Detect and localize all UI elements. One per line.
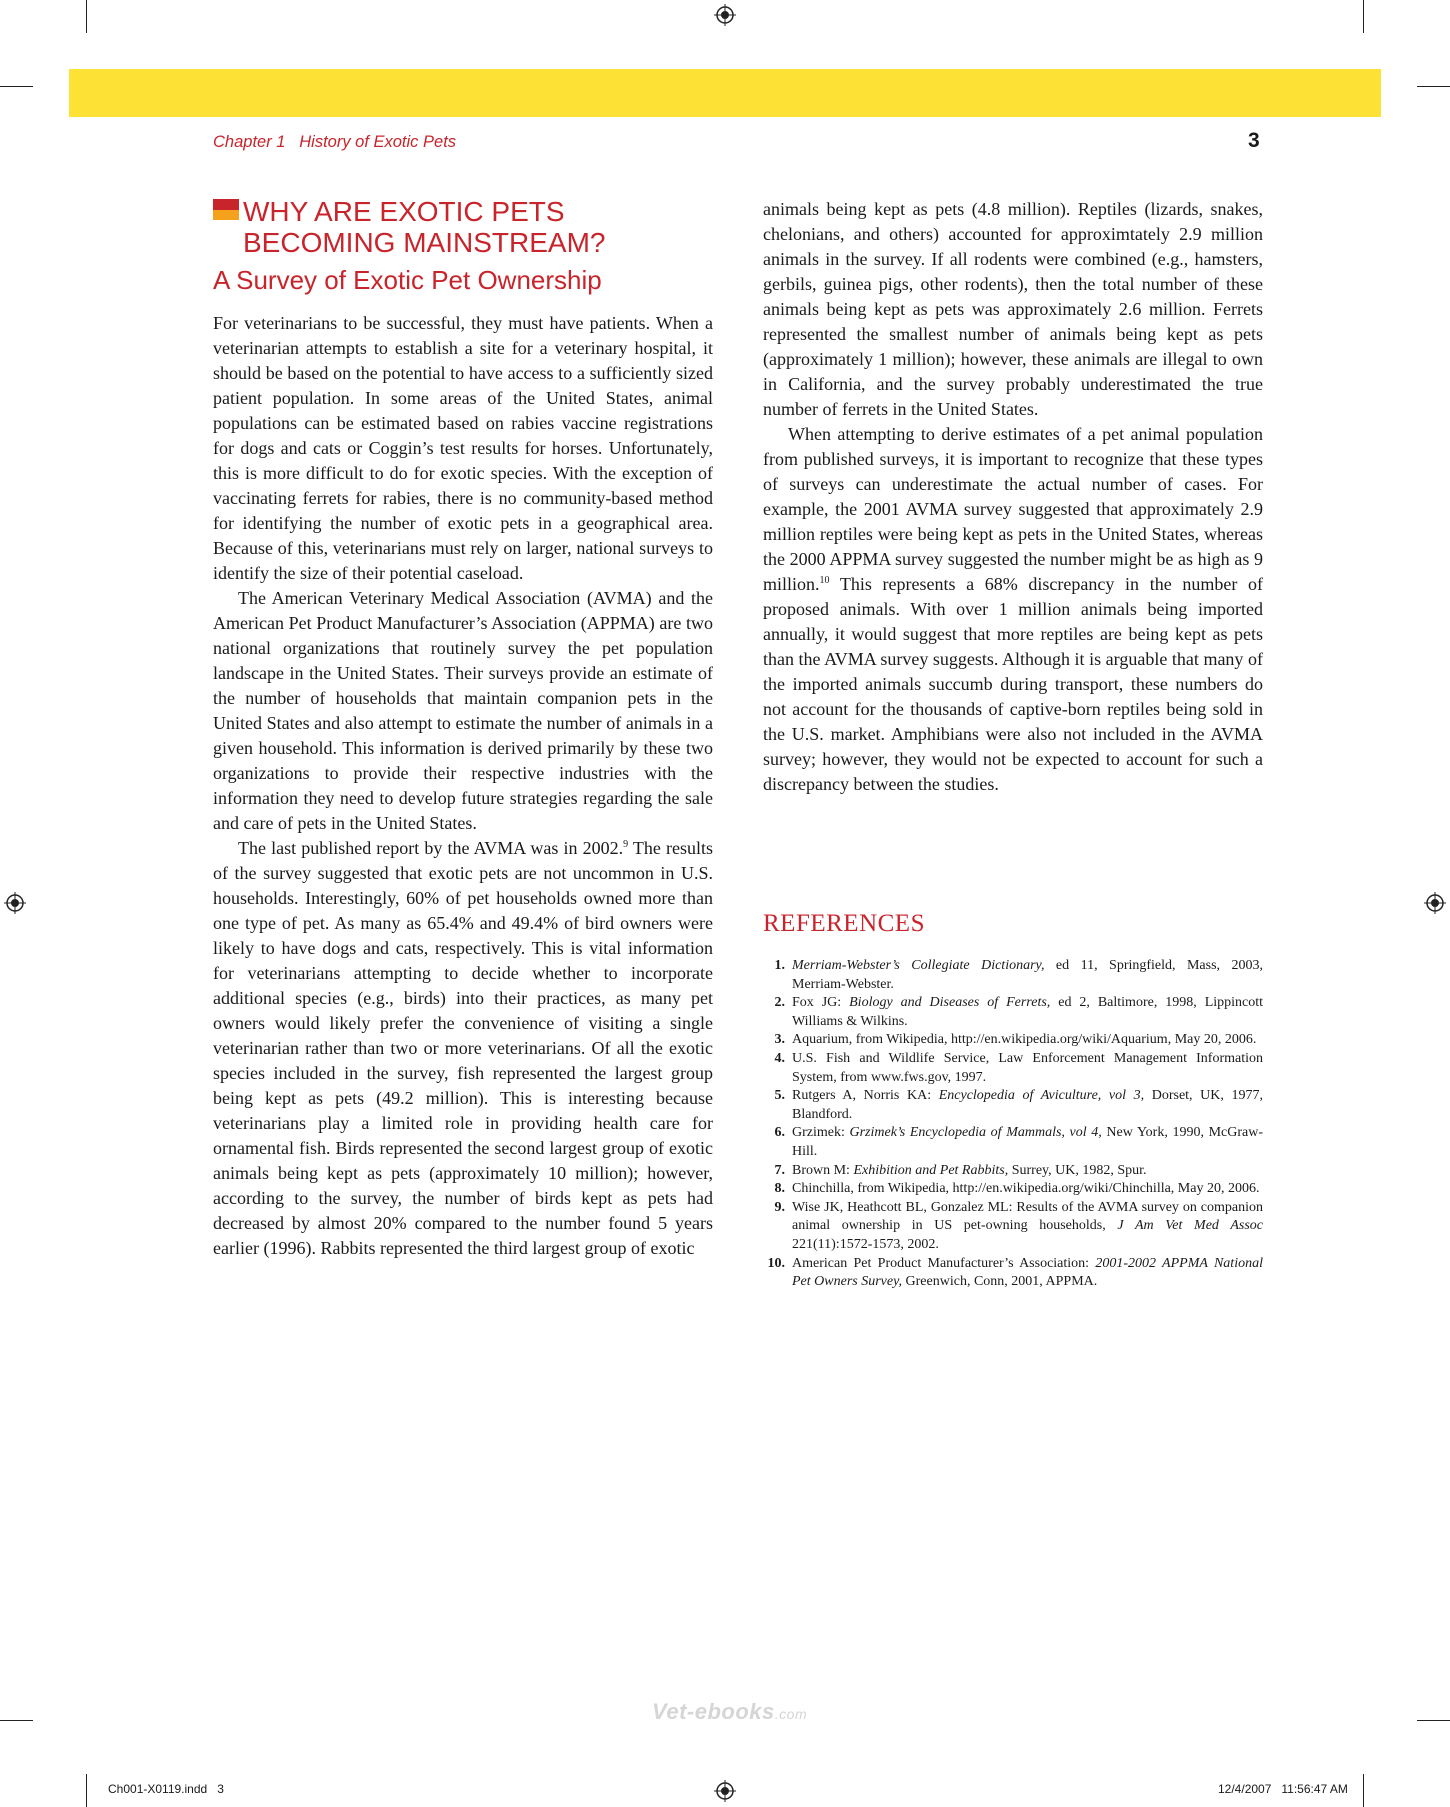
slug-file: Ch001-X0119.indd 3 <box>108 1782 224 1796</box>
crop-mark <box>1417 86 1450 87</box>
reference-text: Brown M: <box>792 1162 854 1178</box>
reference-text: ed 2, Baltimore, 1998, Lippincott Williams & Wilkins. <box>792 995 1264 1029</box>
watermark-suffix: .com <box>774 1706 808 1722</box>
registration-mark-icon <box>714 1780 736 1802</box>
reference-text: 221(11):1572-1573, 2002. <box>792 1236 939 1252</box>
reference-text: Greenwich, Conn, 2001, APPMA. <box>902 1274 1098 1290</box>
crop-mark <box>1363 0 1364 33</box>
reference-text: Wise JK, Heathcott BL, Gonzalez ML: Results of the AVMA survey on companion animal ownership in US pet-owning households, <box>792 1199 1263 1234</box>
reference-item <box>763 1162 1263 1181</box>
crop-mark <box>0 86 33 87</box>
reference-text: American Pet Product Manufacturer’s Association: <box>792 1255 1096 1271</box>
reference-item <box>763 1199 1263 1255</box>
crop-mark <box>86 1774 87 1807</box>
reference-text: U.S. Fish and Wildlife Service, Law Enforcement Management Information System, from www.fws.gov, 1997. <box>792 1050 1263 1085</box>
reference-number: 7. <box>774 1162 785 1178</box>
registration-mark-icon <box>1424 892 1446 914</box>
reference-text: ed 11, Springfield, Mass, 2003, Merriam-Webster. <box>792 958 1263 992</box>
section-heading-line1: WHY ARE EXOTIC PETS <box>243 196 565 227</box>
reference-title: J Am Vet Med Assoc <box>1117 1218 1263 1234</box>
paragraph-text: The results of the survey suggested that exotic pets are not uncommon in U.S. households. Interestingly, 60% of pet households owned more than one type of pet. As many as 65.4% and 49.4% of bird owners were likely to have dogs and cats, respectively. This is vital information for veterinarians attempting to decide whether to incorporate additional species (e.g., birds) into their practices, as many pet owners would likely prefer the convenience of visiting a single veterinarian rather than two or more veterinarians. Of all the exotic species included in the survey, fish represented the largest group being kept as pets (49.2 million). This is interesting because veterinarians play a limited role in providing health care for ornamental fish. Birds represented the second largest group of exotic animals being kept as pets (approximately 10 million); however, according to the survey, the number of birds kept as pets had decreased by almost 20% compared to the number found 5 years earlier (1996). Rabbits represented the third largest group of exotic <box>213 838 713 1258</box>
reference-title: Biology and Diseases of Ferrets, <box>849 995 1051 1011</box>
registration-mark-icon <box>714 4 736 26</box>
citation-superscript: 9 <box>623 839 629 850</box>
page-number: 3 <box>1248 129 1260 152</box>
reference-item <box>763 1255 1263 1292</box>
paragraph-text: This represents a 68% discrepancy in the number of proposed animals. With over 1 million animals being imported annually, it would suggest that more reptiles are being kept as pets than the AVMA survey suggests. Although it is arguable that many of the imported animals succumb during transport, these numbers do not account for the thousands of captive-born reptiles being sold in the U.S. market. Amphibians were also not included in the AVMA survey; however, they would not be expected to account for such a discrepancy between the studies. <box>763 574 1263 794</box>
watermark-main: Vet-ebooks <box>652 1699 775 1724</box>
reference-number: 6. <box>774 1125 785 1141</box>
reference-number: 10. <box>767 1255 785 1271</box>
reference-title: Exhibition and Pet Rabbits, <box>853 1162 1009 1178</box>
right-column <box>763 197 1263 797</box>
section-heading <box>243 196 605 258</box>
chapter-label: Chapter 1 <box>213 133 286 151</box>
reference-number: 3. <box>774 1032 785 1048</box>
reference-item <box>763 1087 1263 1124</box>
reference-title: Merriam-Webster’s Collegiate Dictionary, <box>792 958 1045 973</box>
slug-date: 12/4/2007 11:56:47 AM <box>1218 1782 1348 1796</box>
reference-item <box>763 1180 1263 1199</box>
reference-number: 2. <box>774 995 785 1011</box>
reference-text: Fox JG: <box>792 995 850 1011</box>
reference-text: Aquarium, from Wikipedia, http://en.wikipedia.org/wiki/Aquarium, May 20, 2006. <box>792 1032 1257 1048</box>
section-heading-line2: BECOMING MAINSTREAM? <box>243 227 606 258</box>
subheading: A Survey of Exotic Pet Ownership <box>213 265 602 295</box>
reference-item <box>763 1124 1263 1161</box>
references-list <box>763 957 1263 1292</box>
paragraph: The American Veterinary Medical Association (AVMA) and the American Pet Product Manufacturer’s Association (APPMA) are two national organizations that routinely survey the pet population landscape in the United States. Their surveys provide an estimate of the number of households that maintain companion pets in the United States and also attempt to estimate the number of animals in a given household. This information is derived primarily by these two organizations to provide their respective industries with the information they need to develop future strategies regarding the sale and care of pets in the United States. <box>213 588 713 833</box>
reference-title: 2001-2002 APPMA National Pet Owners Survey, <box>792 1255 1263 1290</box>
watermark-logo <box>652 1699 807 1725</box>
paragraph-text: When attempting to derive estimates of a pet animal population from published surveys, it is important to recognize that these types of surveys can underestimate the actual number of cases. For example, the 2001 AVMA survey suggested that approximately 2.9 million reptiles were being kept as pets in the United States, whereas the 2000 APPMA survey suggested the number might be as high as 9 million. <box>763 424 1263 594</box>
references-title: REFERENCES <box>763 910 925 937</box>
left-column <box>213 311 713 1261</box>
reference-number: 4. <box>774 1050 785 1066</box>
crop-mark <box>1417 1720 1450 1721</box>
reference-item <box>763 1031 1263 1050</box>
reference-number: 5. <box>774 1088 785 1104</box>
paragraph: animals being kept as pets (4.8 million). Reptiles (lizards, snakes, chelonians, and others) accounted for approximtately 2.9 million animals in the survey. If all rodents were combined (e.g., hamsters, gerbils, guinea pigs, other rodents), then the total number of these animals being kept as pets was approximately 2.6 million. Ferrets represented the smallest number of animals being kept as pets (approximately 1 million); however, these animals are illegal to own in California, and the survey probably underestimated the true number of ferrets in the United States. <box>763 199 1263 419</box>
reference-title: Encyclopedia of Aviculture, vol 3, <box>938 1088 1145 1104</box>
reference-text: New York, 1990, McGraw-Hill. <box>792 1125 1263 1159</box>
paragraph-text: The last published report by the AVMA was in 2002. <box>238 838 624 858</box>
reference-item <box>763 1050 1263 1087</box>
reference-text: Rutgers A, Norris KA: <box>792 1088 939 1104</box>
reference-number: 9. <box>774 1199 785 1215</box>
running-head <box>213 133 456 152</box>
crop-mark <box>1363 1774 1364 1807</box>
reference-number: 8. <box>774 1181 785 1197</box>
header-band <box>69 69 1381 117</box>
paragraph <box>213 836 713 1261</box>
reference-item <box>763 994 1263 1031</box>
paragraph <box>763 422 1263 797</box>
reference-number: 1. <box>774 958 785 973</box>
reference-item <box>763 957 1263 994</box>
reference-title: Grzimek’s Encyclopedia of Mammals, vol 4, <box>849 1125 1102 1141</box>
reference-text: Dorset, UK, 1977, Blandford. <box>792 1088 1263 1122</box>
reference-text: Grzimek: <box>792 1125 850 1141</box>
reference-text: Surrey, UK, 1982, Spur. <box>1008 1162 1147 1178</box>
crop-mark <box>0 1720 33 1721</box>
reference-text: Chinchilla, from Wikipedia, http://en.wikipedia.org/wiki/Chinchilla, May 20, 2006. <box>792 1181 1260 1197</box>
section-marker-icon <box>213 199 239 220</box>
chapter-title: History of Exotic Pets <box>299 133 457 151</box>
paragraph: For veterinarians to be successful, they must have patients. When a veterinarian attempts to establish a site for a veterinary hospital, it should be based on the potential to have access to a sufficiently sized patient population. In some areas of the United States, animal populations can be estimated based on rabies vaccine registrations for dogs and cats or Coggin’s test results for horses. Unfortunately, this is more difficult to do for exotic species. With the exception of vaccinating ferrets for rabies, there is no community-based method for identifying the number of exotic pets in a geographical area. Because of this, veterinarians must rely on larger, national surveys to identify the size of their potential caseload. <box>213 313 713 583</box>
crop-mark <box>86 0 87 33</box>
citation-superscript: 10 <box>819 575 830 586</box>
registration-mark-icon <box>4 892 26 914</box>
